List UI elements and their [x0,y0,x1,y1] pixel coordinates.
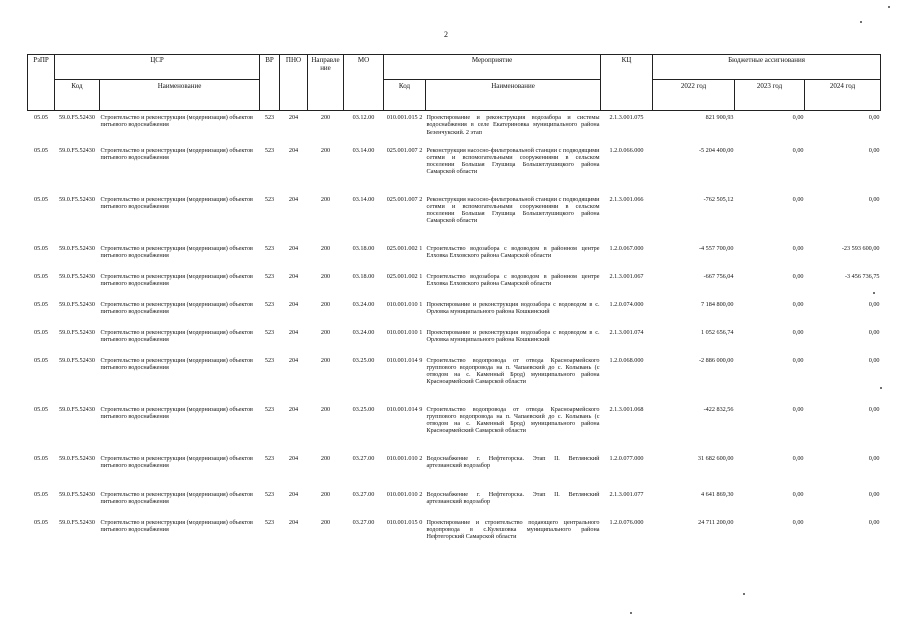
cell-2022: -667 756,04 [703,272,734,280]
table-row [28,491,881,519]
cell-rzpr: 05.05 [34,356,48,364]
cell-napravlenie: 200 [320,300,331,308]
cell-mo: 03.14.00 [352,146,375,154]
cell-2023: 0,00 [792,454,804,462]
cell-vr: 523 [264,518,275,526]
cell-pno: 204 [288,244,299,252]
cell-measure-code: 010.001.010 2 [386,490,423,498]
scan-speck [743,593,745,595]
table-body [28,111,881,559]
header-csr-name: Наименование [100,80,260,111]
header-row-top [28,55,881,80]
cell-measure-code: 010.001.015 0 [386,518,423,526]
cell-2024: 0,00 [868,405,880,413]
header-2023: 2023 год [735,80,805,111]
cell-napravlenie: 200 [320,272,331,280]
cell-kc: 2.1.3.001.067 [609,272,644,280]
cell-napravlenie: 200 [320,490,331,498]
cell-2022: 1 052 656,74 [701,328,734,336]
cell-rzpr: 05.05 [34,454,48,462]
header-mer-kod: Код [384,80,426,111]
cell-2024: 0,00 [868,300,880,308]
table-row [28,245,881,273]
cell-2024: 0,00 [868,356,880,364]
cell-2023: 0,00 [792,272,804,280]
cell-mo: 03.18.00 [352,244,375,252]
header-mo: МО [344,55,384,111]
cell-measure-name: Реконструкция насосно-фильтровальной станции с подводящими сетями и вспомогательными сооружениями в сельском поселении Большая Глушица Большеглушицкого района Самарской области [426,195,600,225]
budget-table [27,54,881,559]
cell-rzpr: 05.05 [34,518,48,526]
cell-napravlenie: 200 [320,244,331,252]
cell-mo: 03.27.00 [352,490,375,498]
cell-csr-name: Строительство и реконструкция (модернизация) объектов питьевого водоснабжения [100,195,253,210]
cell-measure-code: 010.001.014 9 [386,356,423,364]
cell-pno: 204 [288,195,299,203]
cell-2024: -23 593 600,00 [841,244,880,252]
table-row [28,329,881,357]
cell-measure-code: 010.001.010 1 [386,328,423,336]
cell-napravlenie: 200 [320,195,331,203]
cell-2022: -762 505,12 [703,195,734,203]
table-row [28,357,881,406]
cell-2024: 0,00 [868,490,880,498]
cell-rzpr: 05.05 [34,300,48,308]
cell-measure-name: Реконструкция насосно-фильтровальной станции с подводящими сетями и вспомогательными сооружениями в сельском поселении Большая Глушица Большеглушицкого района Самарской области [426,146,600,176]
cell-csr-name: Строительство и реконструкция (модернизация) объектов питьевого водоснабжения [100,405,253,420]
cell-vr: 523 [264,490,275,498]
cell-vr: 523 [264,146,275,154]
table-row [28,273,881,301]
cell-measure-name: Строительство водопровода от отвода Красноармейского группового водопровода на п. Чапаевский до с. Колывань (с отводом на с. Каменный Брод) муниципального района Красноармейский Самарской области [426,356,600,386]
cell-csr-name: Строительство и реконструкция (модернизация) объектов питьевого водоснабжения [100,328,253,343]
cell-vr: 523 [264,454,275,462]
cell-csr-code: 59.0.F5.52430 [59,114,95,121]
cell-rzpr: 05.05 [34,490,48,498]
cell-csr-name: Строительство и реконструкция (модернизация) объектов питьевого водоснабжения [100,244,253,259]
scan-speck [880,387,882,389]
header-2024: 2024 год [805,80,881,111]
cell-2024: -3 456 736,75 [844,272,880,280]
header-vr: ВР [260,55,280,111]
cell-measure-code: 010.001.010 1 [386,300,423,308]
cell-csr-name: Строительство и реконструкция (модернизация) объектов питьевого водоснабжения [100,146,253,161]
cell-2023: 0,00 [792,114,804,121]
cell-measure-code: 010.001.010 2 [386,454,423,462]
header-budget: Бюджетные ассигнования [653,55,881,80]
cell-pno: 204 [288,518,299,526]
cell-csr-code: 59.0.F5.52430 [59,146,95,154]
scan-speck [873,292,875,294]
cell-kc: 2.1.3.001.066 [609,195,644,203]
header-2022: 2022 год [653,80,735,111]
header-kc: КЦ [601,55,653,111]
cell-csr-code: 59.0.F5.52430 [59,490,95,498]
cell-measure-name: Водоснабжение г. Нефтегорска. Этап II. Ветлянский артезианский водозабор [426,490,600,505]
cell-napravlenie: 200 [320,146,331,154]
cell-csr-name: Строительство и реконструкция (модернизация) объектов питьевого водоснабжения [100,356,253,371]
cell-napravlenie: 200 [320,328,331,336]
cell-pno: 204 [288,454,299,462]
cell-2022: -2 886 000,00 [698,356,734,364]
cell-measure-code: 010.001.015 2 [386,114,423,121]
cell-2023: 0,00 [792,146,804,154]
cell-kc: 1.2.0.067.000 [609,244,644,252]
cell-vr: 523 [264,300,275,308]
cell-kc: 2.1.3.001.068 [609,405,644,413]
header-pno: ПНО [280,55,308,111]
cell-csr-name: Строительство и реконструкция (модернизация) объектов питьевого водоснабжения [100,114,253,129]
cell-measure-code: 025.001.007 2 [386,195,423,203]
scan-speck [888,6,890,8]
cell-2024: 0,00 [868,328,880,336]
cell-csr-name: Строительство и реконструкция (модернизация) объектов питьевого водоснабжения [100,454,253,469]
cell-2023: 0,00 [792,300,804,308]
cell-measure-code: 010.001.014 9 [386,405,423,413]
cell-kc: 2.1.3.001.074 [609,328,644,336]
cell-measure-name: Строительство водопровода от отвода Красноармейского группового водопровода на п. Чапаевский до с. Колывань (с отводом на с. Каменный Брод) муниципального района Красноармейский Самарской области [426,405,600,435]
cell-csr-code: 59.0.F5.52430 [59,454,95,462]
cell-vr: 523 [264,195,275,203]
cell-vr: 523 [264,244,275,252]
header-csr: ЦСР [55,55,260,80]
header-rzpr: РзПР [28,55,55,111]
table-row [28,196,881,245]
cell-vr: 523 [264,328,275,336]
cell-2023: 0,00 [792,328,804,336]
cell-2024: 0,00 [868,114,880,121]
table-row [28,111,881,147]
table-row [28,406,881,455]
scan-speck [860,21,862,23]
cell-pno: 204 [288,356,299,364]
cell-mo: 03.27.00 [352,518,375,526]
cell-csr-code: 59.0.F5.52430 [59,272,95,280]
cell-mo: 03.25.00 [352,405,375,413]
cell-2022: 4 641 869,30 [701,490,734,498]
cell-measure-name: Водоснабжение г. Нефтегорска. Этап II. Ветлянский артезианский водозабор [426,454,600,469]
cell-vr: 523 [264,356,275,364]
header-napravlenie: Направле ние [308,55,344,111]
cell-measure-code: 025.001.002 1 [386,272,423,280]
cell-pno: 204 [288,300,299,308]
cell-pno: 204 [288,114,299,121]
cell-csr-code: 59.0.F5.52430 [59,300,95,308]
cell-csr-code: 59.0.F5.52430 [59,405,95,413]
cell-2024: 0,00 [868,454,880,462]
cell-rzpr: 05.05 [34,195,48,203]
cell-measure-name: Проектирование и реконструкция водозабора с водоводом в с. Орловка муниципального района Кошкинский [426,328,600,343]
header-row-bottom [28,80,881,111]
cell-napravlenie: 200 [320,114,331,121]
cell-2023: 0,00 [792,195,804,203]
cell-rzpr: 05.05 [34,244,48,252]
cell-rzpr: 05.05 [34,405,48,413]
cell-pno: 204 [288,146,299,154]
cell-kc: 2.1.3.001.077 [609,490,644,498]
cell-csr-name: Строительство и реконструкция (модернизация) объектов питьевого водоснабжения [100,518,253,533]
cell-2022: -422 832,56 [703,405,734,413]
cell-csr-code: 59.0.F5.52430 [59,195,95,203]
cell-mo: 03.14.00 [352,195,375,203]
cell-rzpr: 05.05 [34,272,48,280]
cell-vr: 523 [264,405,275,413]
cell-csr-name: Строительство и реконструкция (модернизация) объектов питьевого водоснабжения [100,490,253,505]
cell-2023: 0,00 [792,490,804,498]
cell-measure-name: Проектирование и строительство подающего центрального водопровода в с.Кулешовка муниципального района Нефтегорский Самарской области [426,518,600,541]
cell-mo: 03.18.00 [352,272,375,280]
cell-napravlenie: 200 [320,518,331,526]
cell-napravlenie: 200 [320,356,331,364]
cell-2023: 0,00 [792,405,804,413]
cell-kc: 2.1.3.001.075 [609,114,644,121]
cell-pno: 204 [288,328,299,336]
cell-mo: 03.24.00 [352,328,375,336]
scan-speck [630,612,632,614]
cell-mo: 03.25.00 [352,356,375,364]
cell-measure-name: Строительство водозабора с водоводом в районном центре Елховка Елховского района Самарской области [426,244,600,259]
cell-csr-code: 59.0.F5.52430 [59,244,95,252]
cell-2022: 31 682 600,00 [697,454,734,462]
cell-kc: 1.2.0.077.000 [609,454,644,462]
table-row [28,147,881,196]
cell-2022: -5 204 400,00 [698,146,734,154]
cell-2024: 0,00 [868,146,880,154]
cell-csr-code: 59.0.F5.52430 [59,518,95,526]
cell-rzpr: 05.05 [34,146,48,154]
cell-vr: 523 [264,272,275,280]
page-number: 2 [444,30,448,39]
cell-measure-name: Строительство водозабора с водоводом в районном центре Елховка Елховского района Самарской области [426,272,600,287]
cell-measure-code: 025.001.002 1 [386,244,423,252]
cell-pno: 204 [288,272,299,280]
cell-mo: 03.24.00 [352,300,375,308]
cell-csr-code: 59.0.F5.52430 [59,328,95,336]
cell-napravlenie: 200 [320,405,331,413]
cell-rzpr: 05.05 [34,328,48,336]
cell-2023: 0,00 [792,518,804,526]
cell-kc: 1.2.0.066.000 [609,146,644,154]
cell-2024: 0,00 [868,518,880,526]
cell-kc: 1.2.0.076.000 [609,518,644,526]
cell-measure-name: Проектирование и реконструкция водозабора с водоводом в с. Орловка муниципального района Кошкинский [426,300,600,315]
cell-vr: 523 [264,114,275,121]
cell-rzpr: 05.05 [34,114,48,121]
cell-mo: 03.27.00 [352,454,375,462]
cell-csr-name: Строительство и реконструкция (модернизация) объектов питьевого водоснабжения [100,272,253,287]
table-row [28,455,881,491]
cell-kc: 1.2.0.074.000 [609,300,644,308]
cell-mo: 03.12.00 [352,114,375,121]
table-row [28,519,881,559]
cell-2023: 0,00 [792,244,804,252]
header-meropriyatie: Мероприятие [384,55,601,80]
cell-measure-code: 025.001.007 2 [386,146,423,154]
header-mer-name: Наименование [426,80,601,111]
cell-2022: 24 711 200,00 [698,518,734,526]
cell-pno: 204 [288,490,299,498]
cell-2022: -4 557 700,00 [698,244,734,252]
cell-pno: 204 [288,405,299,413]
cell-2023: 0,00 [792,356,804,364]
cell-2024: 0,00 [868,195,880,203]
cell-csr-code: 59.0.F5.52430 [59,356,95,364]
cell-csr-name: Строительство и реконструкция (модернизация) объектов питьевого водоснабжения [100,300,253,315]
cell-measure-name: Проектирование и реконструкция водозабора и системы водоснабжения в селе Екатериновка муниципального района Безенчукский. 2 этап [426,114,600,136]
table-row [28,301,881,329]
header-csr-kod: Код [55,80,100,111]
cell-2022: 7 184 800,00 [701,300,734,308]
cell-kc: 1.2.0.068.000 [609,356,644,364]
cell-napravlenie: 200 [320,454,331,462]
cell-2022: 821 900,93 [705,114,734,121]
